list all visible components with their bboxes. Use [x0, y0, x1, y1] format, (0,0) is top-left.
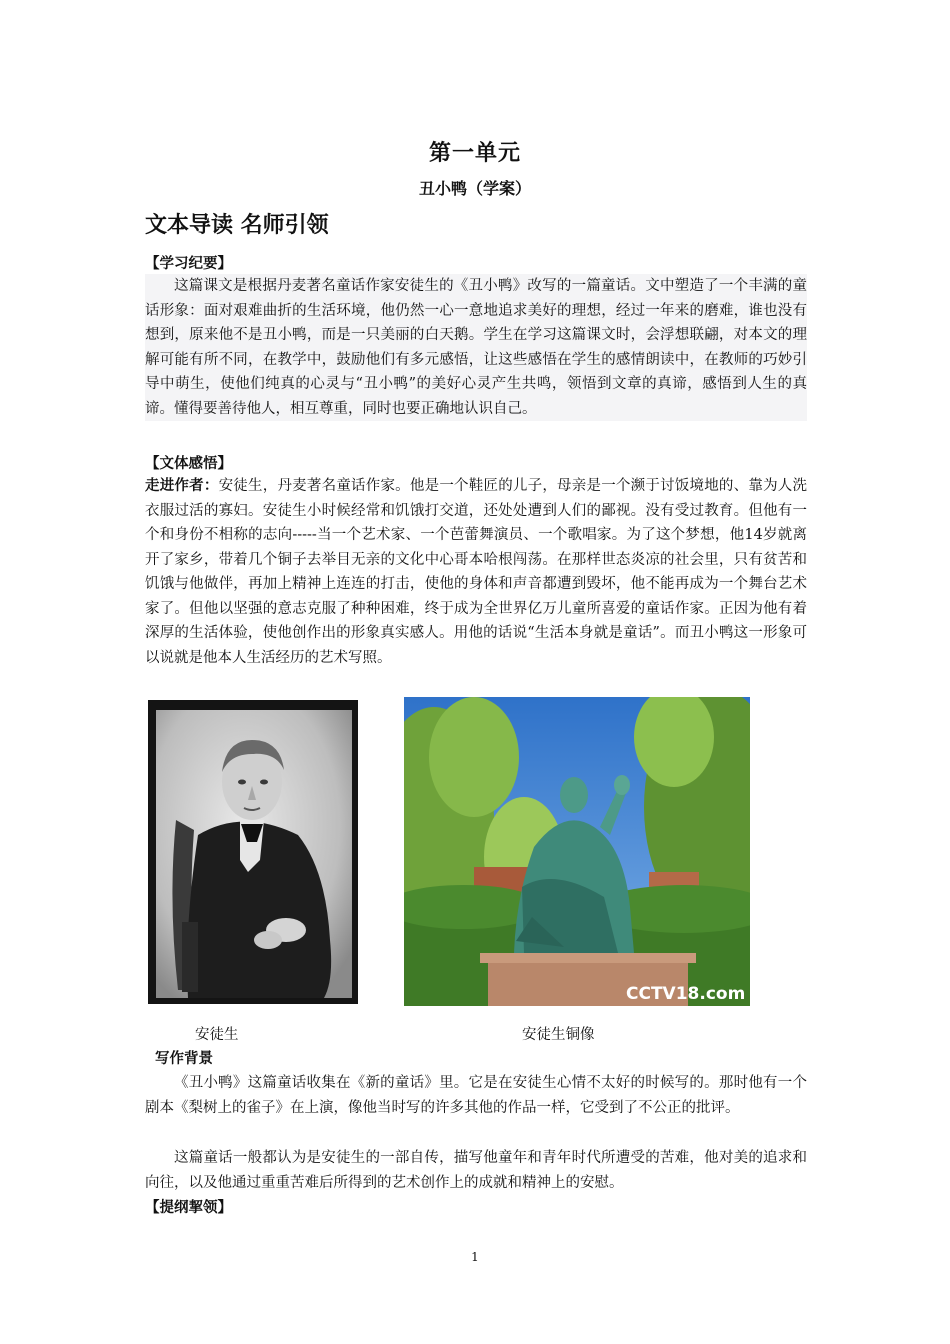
- genre-perception-label: 【文体感悟】: [145, 456, 232, 472]
- andersen-statue-photo: [404, 697, 750, 1006]
- writing-background-label: 写作背景: [155, 1051, 213, 1067]
- author-paragraph: [145, 474, 807, 670]
- page-number: 1: [471, 1250, 479, 1264]
- study-notes-paragraph: 这篇课文是根据丹麦著名童话作家安徒生的《丑小鸭》改写的一篇童话。文中塑造了一个丰满的童话形象：面对艰难曲折的生活环境，他仍然一心一意地追求美好的理想，经过一年来的磨难，谁也没有想到，原来他不是丑小鸭，而是一只美丽的白天鹅。学生在学习这篇课文时，会浮想联翩，对本文的理解可能有所不同，在教学中，鼓励他们有多元感悟，让这些感悟在学生的感情朗读中，在教师的巧妙引导中萌生，使他们纯真的心灵与“丑小鸭”的美好心灵产生共鸣，领悟到文章的真谛，感悟到人生的真谛。懂得要善待他人，相互尊重，同时也要正确地认识自己。: [145, 274, 807, 421]
- background-paragraph-2: 这篇童话一般都认为是安徒生的一部自传，描写他童年和青年时代所遭受的苦难，他对美的追求和向往，以及他通过重重苦难后所得到的艺术创作上的成就和精神上的安慰。: [145, 1150, 807, 1191]
- background-paragraph-1: 《丑小鸭》这篇童话收集在《新的童话》里。它是在安徒生心情不太好的时候写的。那时他有一个剧本《梨树上的雀子》在上演，像他当时写的许多其他的作品一样，它受到了不公正的批评。: [145, 1075, 807, 1116]
- outline-label: 【提纲挈领】: [145, 1200, 232, 1216]
- portrait-illustration: [148, 700, 358, 1004]
- lesson-title: 丑小鸭（学案）: [418, 179, 531, 198]
- author-intro-label: 走进作者：: [145, 478, 219, 494]
- statue-caption: 安徒生铜像: [522, 1027, 595, 1043]
- study-notes-label: 【学习纪要】: [145, 256, 232, 272]
- unit-title: 第一单元: [428, 141, 521, 166]
- portrait-caption: 安徒生: [195, 1027, 239, 1043]
- photo-watermark: CCTV18.com: [626, 984, 746, 1004]
- statue-illustration: [404, 697, 750, 1006]
- section-title: 文本导读 名师引领: [145, 213, 329, 238]
- author-intro-text: 安徒生，丹麦著名童话作家。他是一个鞋匠的儿子，母亲是一个濒于讨饭境地的、靠为人洗衣服过活的寡妇。安徒生小时候经常和饥饿打交道，还处处遭到人们的鄙视。没有受过教育。但他有一个和身份不相称的志向-----当一个艺术家、一个芭蕾舞演员、一个歌唱家。为了这个梦想，他14岁就离开了家乡，带着几个铜子去举目无亲的文化中心哥本哈根闯荡。在那样世态炎凉的社会里，只有贫苦和饥饿与他做伴，再加上精神上连连的打击，使他的身体和声音都遭到毁坏，他不能再成为一个舞台艺术家了。但他以坚强的意志克服了种种困难，终于成为全世界亿万儿童所喜爱的童话作家。正因为他有着深厚的生活体验，使他创作出的形象真实感人。用他的话说“生活本身就是童话”。而丑小鸭这一形象可以说就是他本人生活经历的艺术写照。: [145, 478, 808, 666]
- andersen-portrait-photo: [148, 700, 358, 1004]
